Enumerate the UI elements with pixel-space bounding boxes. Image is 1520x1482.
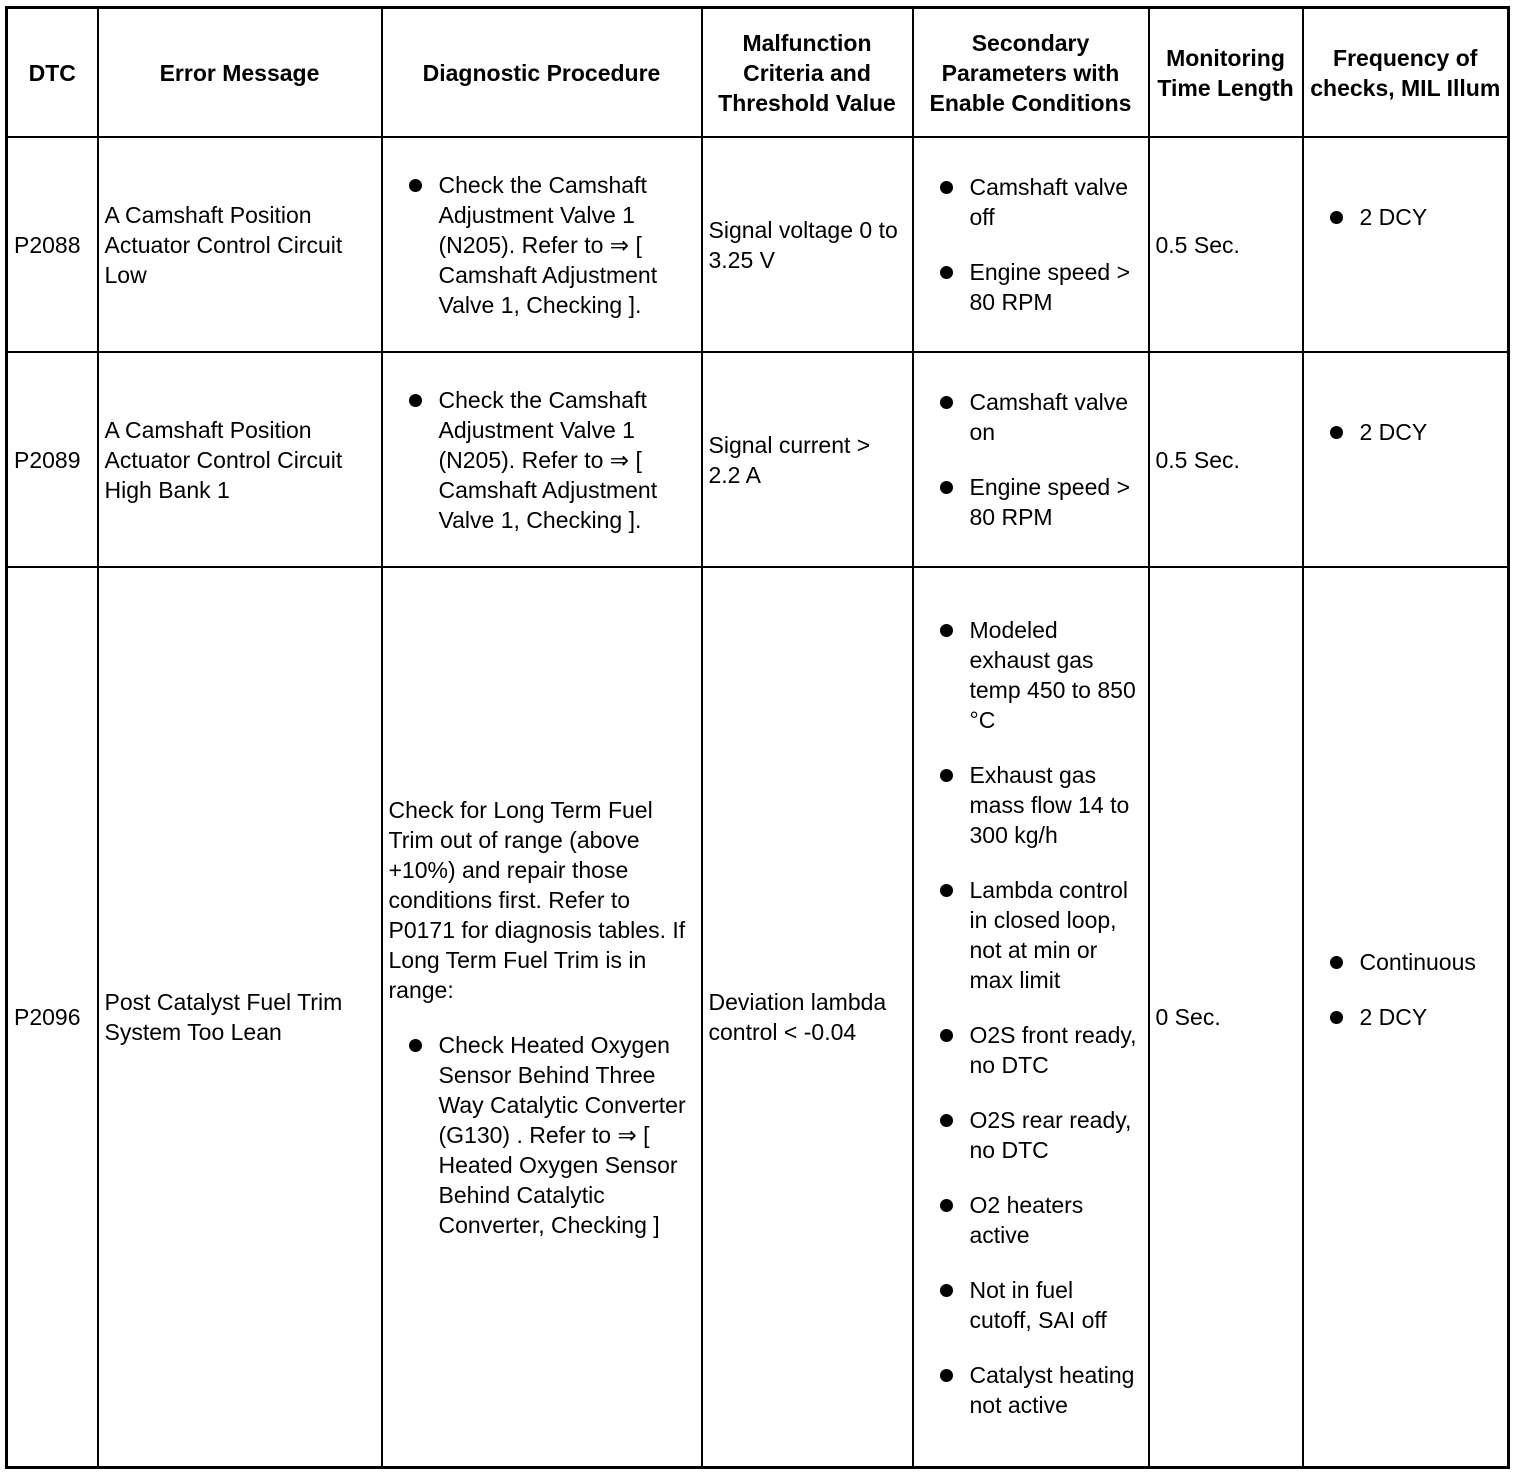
secondary-item: Engine speed > 80 RPM — [920, 472, 1142, 532]
diagnostic-procedure — [382, 137, 702, 352]
header-row — [7, 8, 1509, 138]
procedure-step: Check the Camshaft Adjustment Valve 1 (N205). Refer to ⇒ [ Camshaft Adjustment Valve 1, Checking ]. — [389, 385, 695, 535]
secondary-item: Camshaft valve off — [920, 172, 1142, 232]
secondary-parameters — [913, 567, 1149, 1468]
secondary-parameters — [913, 137, 1149, 352]
table-row — [7, 352, 1509, 567]
procedure-list — [389, 385, 695, 535]
frequency-item: 2 DCY — [1310, 417, 1502, 447]
error-message: A Camshaft Position Actuator Control Circuit Low — [98, 137, 382, 352]
header-diagnostic-procedure: Diagnostic Procedure — [382, 8, 702, 138]
frequency-list — [1310, 417, 1502, 447]
header-malfunction-criteria: Malfunction Criteria and Threshold Value — [702, 8, 913, 138]
header-error-message: Error Message — [98, 8, 382, 138]
monitoring-time: 0.5 Sec. — [1149, 352, 1303, 567]
frequency-item: 2 DCY — [1310, 202, 1502, 232]
secondary-item: Modeled exhaust gas temp 450 to 850 °C — [920, 615, 1142, 735]
header-frequency: Frequency of checks, MIL Illum — [1303, 8, 1509, 138]
frequency — [1303, 137, 1509, 352]
procedure-step: Check the Camshaft Adjustment Valve 1 (N205). Refer to ⇒ [ Camshaft Adjustment Valve 1, Checking ]. — [389, 170, 695, 320]
secondary-list — [920, 387, 1142, 532]
diagnostic-procedure — [382, 352, 702, 567]
secondary-list — [920, 615, 1142, 1420]
frequency-list — [1310, 202, 1502, 232]
error-message: A Camshaft Position Actuator Control Circuit High Bank 1 — [98, 352, 382, 567]
malfunction-criteria: Deviation lambda control < -0.04 — [702, 567, 913, 1468]
secondary-parameters — [913, 352, 1149, 567]
frequency-list — [1310, 947, 1502, 1032]
secondary-item: Catalyst heating not active — [920, 1360, 1142, 1420]
monitoring-time: 0.5 Sec. — [1149, 137, 1303, 352]
malfunction-criteria: Signal current > 2.2 A — [702, 352, 913, 567]
secondary-item: Camshaft valve on — [920, 387, 1142, 447]
procedure-intro: Check for Long Term Fuel Trim out of range (above +10%) and repair those conditions first. Refer to P0171 for diagnosis tables. If Long Term Fuel Trim is in range: — [388, 796, 686, 1003]
header-monitoring-time: Monitoring Time Length — [1149, 8, 1303, 138]
secondary-item: O2 heaters active — [920, 1190, 1142, 1250]
secondary-list — [920, 172, 1142, 317]
diagnostic-procedure — [382, 567, 702, 1468]
secondary-item: O2S front ready, no DTC — [920, 1020, 1142, 1080]
dtc-code: P2089 — [7, 352, 98, 567]
dtc-code: P2088 — [7, 137, 98, 352]
table-row — [7, 567, 1509, 1468]
secondary-item: Engine speed > 80 RPM — [920, 257, 1142, 317]
secondary-item: Lambda control in closed loop, not at min or max limit — [920, 875, 1142, 995]
procedure-list — [389, 1030, 695, 1240]
secondary-item: Exhaust gas mass flow 14 to 300 kg/h — [920, 760, 1142, 850]
procedure-list — [389, 170, 695, 320]
frequency — [1303, 352, 1509, 567]
header-secondary-parameters: Secondary Parameters with Enable Conditions — [913, 8, 1149, 138]
error-message: Post Catalyst Fuel Trim System Too Lean — [98, 567, 382, 1468]
dtc-code: P2096 — [7, 567, 98, 1468]
frequency — [1303, 567, 1509, 1468]
malfunction-criteria: Signal voltage 0 to 3.25 V — [702, 137, 913, 352]
secondary-item: O2S rear ready, no DTC — [920, 1105, 1142, 1165]
secondary-item: Not in fuel cutoff, SAI off — [920, 1275, 1142, 1335]
header-dtc: DTC — [7, 8, 98, 138]
monitoring-time: 0 Sec. — [1149, 567, 1303, 1468]
table-row — [7, 137, 1509, 352]
frequency-item: Continuous — [1310, 947, 1502, 977]
frequency-item: 2 DCY — [1310, 1002, 1502, 1032]
procedure-step: Check Heated Oxygen Sensor Behind Three Way Catalytic Converter (G130) . Refer to ⇒ [ Heated Oxygen Sensor Behind Catalytic Converter, Checking ] — [389, 1030, 695, 1240]
dtc-table — [5, 6, 1510, 1469]
